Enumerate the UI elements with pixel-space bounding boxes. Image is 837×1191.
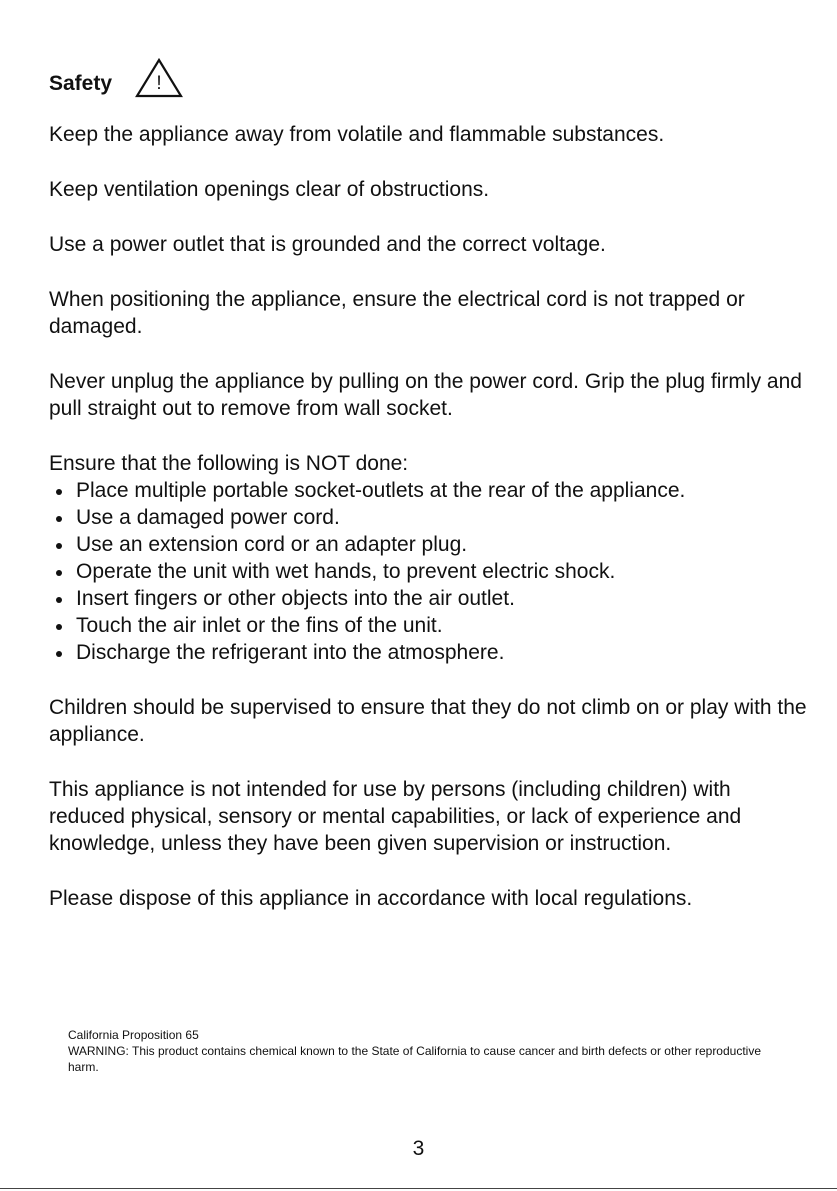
paragraph: Use a power outlet that is grounded and the correct voltage. bbox=[49, 233, 606, 256]
page-title: Safety bbox=[49, 72, 113, 95]
safety-header bbox=[49, 58, 184, 98]
paragraph: This appliance is not intended for use by persons (including children) with reduced physical, sensory or mental capabilities, or lack of experience and knowledge, unless they have been given supervision or instruction. bbox=[49, 778, 742, 855]
svg-text:!: ! bbox=[156, 73, 162, 94]
paragraph: Children should be supervised to ensure that they do not climb on or play with the appliance. bbox=[49, 696, 807, 746]
list-item: Discharge the refrigerant into the atmosphere. bbox=[49, 639, 809, 666]
paragraph: Please dispose of this appliance in accordance with local regulations. bbox=[49, 887, 693, 910]
list-item: Insert fingers or other objects into the air outlet. bbox=[49, 585, 809, 612]
proposition-warning: WARNING: This product contains chemical known to the State of California to cause cancer and birth defects or other reproductive harm. bbox=[68, 1044, 762, 1074]
warning-triangle-icon bbox=[134, 58, 184, 98]
paragraph: Keep ventilation openings clear of obstructions. bbox=[49, 178, 490, 201]
paragraph: When positioning the appliance, ensure the electrical cord is not trapped or damaged. bbox=[49, 288, 745, 338]
bottom-divider bbox=[0, 1188, 837, 1189]
page-number: 3 bbox=[412, 1137, 425, 1160]
paragraph: Never unplug the appliance by pulling on the power cord. Grip the plug firmly and pull straight out to remove from wall socket. bbox=[49, 370, 802, 420]
list-item: Place multiple portable socket-outlets at the rear of the appliance. bbox=[49, 477, 809, 504]
proposition-title: California Proposition 65 bbox=[68, 1028, 199, 1042]
list-item: Operate the unit with wet hands, to prevent electric shock. bbox=[49, 558, 809, 585]
list-item: Use a damaged power cord. bbox=[49, 504, 809, 531]
not-done-list bbox=[49, 477, 809, 666]
not-done-intro: Ensure that the following is NOT done: bbox=[49, 452, 409, 475]
proposition-65-notice bbox=[68, 1027, 768, 1075]
list-item: Use an extension cord or an adapter plug. bbox=[49, 531, 809, 558]
paragraph: Keep the appliance away from volatile and flammable substances. bbox=[49, 123, 665, 146]
safety-instructions bbox=[49, 121, 809, 940]
list-item: Touch the air inlet or the fins of the unit. bbox=[49, 612, 809, 639]
